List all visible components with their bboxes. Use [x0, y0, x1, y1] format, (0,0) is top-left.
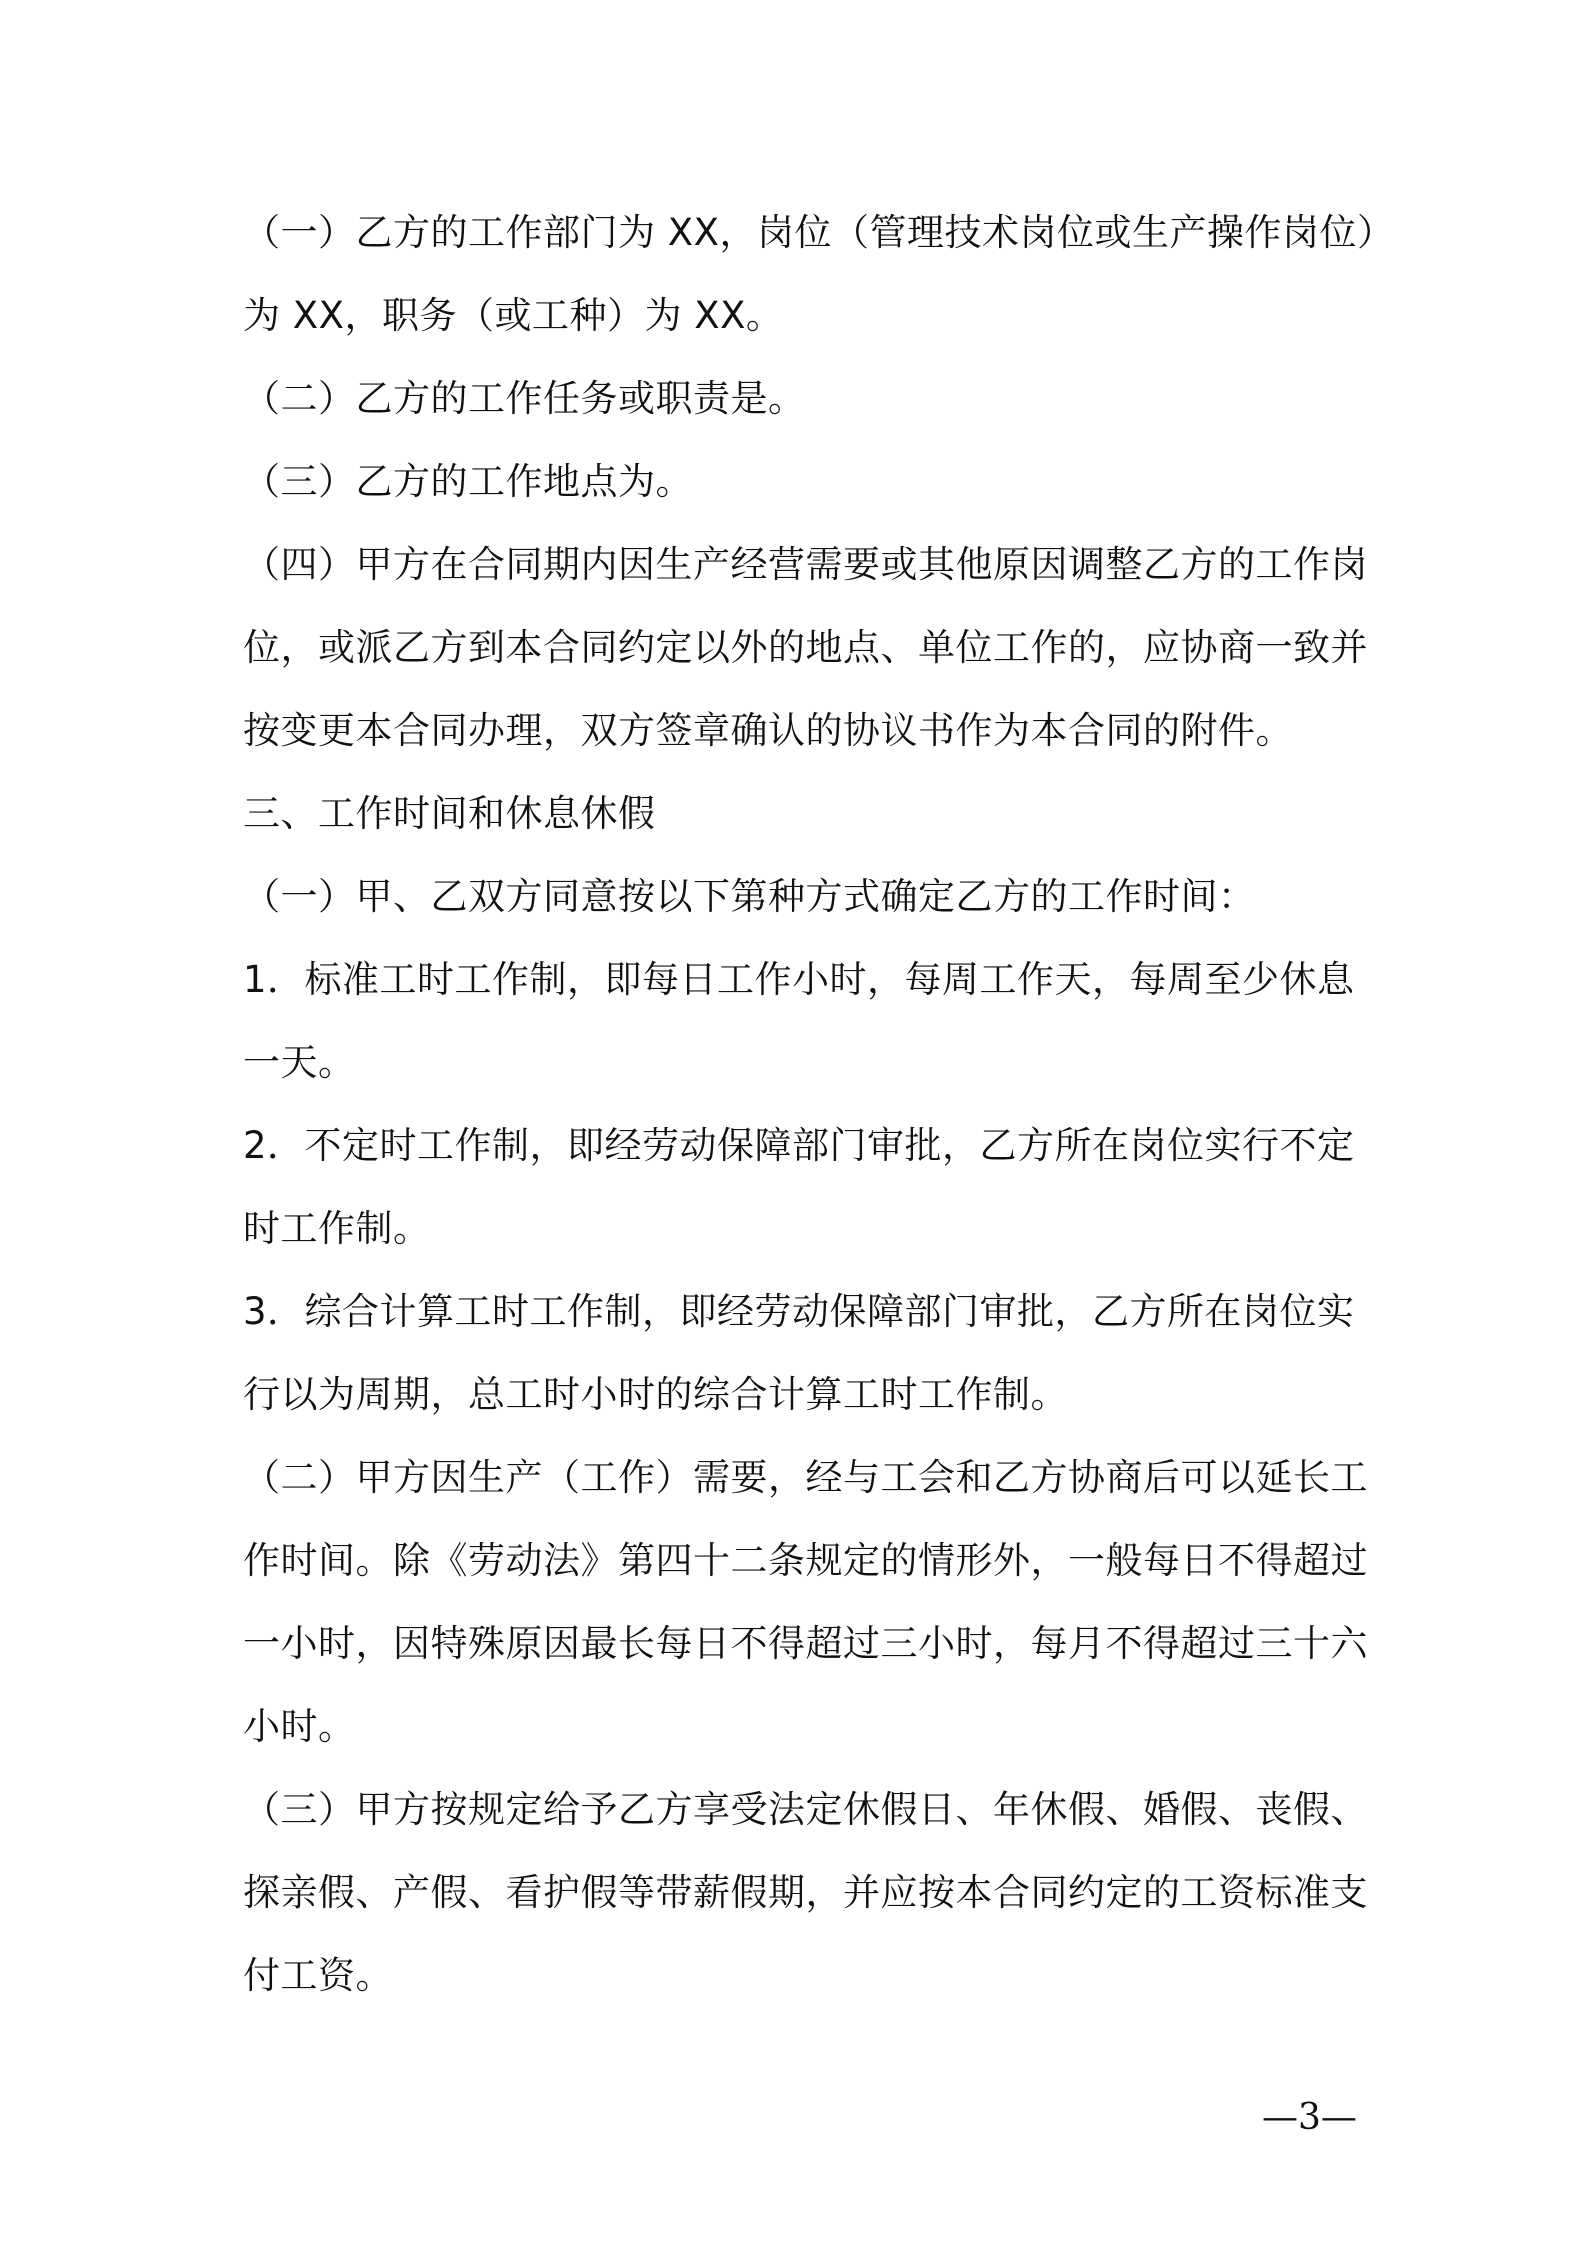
- text-line: （二）乙方的工作任务或职责是。: [243, 377, 806, 420]
- text-line: 为 XX，职务（或工种）为 XX。: [243, 294, 784, 337]
- text-line: （一）乙方的工作部门为 XX，岗位（管理技术岗位或生产操作岗位）: [243, 211, 1395, 254]
- text-line: 按变更本合同办理，双方签章确认的协议书作为本合同的附件。: [243, 709, 1293, 752]
- page-number: —3—: [1262, 2097, 1357, 2138]
- text-line: 一天。: [243, 1041, 356, 1084]
- text-line: 时工作制。: [243, 1207, 431, 1250]
- text-line: （二）甲方因生产（工作）需要，经与工会和乙方协商后可以延长工: [243, 1456, 1368, 1499]
- text-line: （四）甲方在合同期内因生产经营需要或其他原因调整乙方的工作岗: [243, 543, 1368, 586]
- text-line: （三）甲方按规定给予乙方享受法定休假日、年休假、婚假、丧假、: [243, 1788, 1368, 1831]
- text-line: 3．综合计算工时工作制，即经劳动保障部门审批，乙方所在岗位实: [243, 1290, 1355, 1333]
- text-line: （三）乙方的工作地点为。: [243, 460, 693, 503]
- text-line: 探亲假、产假、看护假等带薪假期，并应按本合同约定的工资标准支: [243, 1871, 1368, 1914]
- text-line: 行以为周期，总工时小时的综合计算工时工作制。: [243, 1373, 1068, 1416]
- text-line: 2．不定时工作制，即经劳动保障部门审批，乙方所在岗位实行不定: [243, 1124, 1355, 1167]
- section-heading: 三、工作时间和休息休假: [243, 792, 656, 835]
- text-line: 1．标准工时工作制，即每日工作小时，每周工作天，每周至少休息: [243, 958, 1355, 1001]
- text-line: 小时。: [243, 1705, 356, 1748]
- text-line: 位，或派乙方到本合同约定以外的地点、单位工作的，应协商一致并: [243, 626, 1368, 669]
- text-line: 一小时，因特殊原因最长每日不得超过三小时，每月不得超过三十六: [243, 1622, 1368, 1665]
- text-line: 作时间。除《劳动法》第四十二条规定的情形外，一般每日不得超过: [243, 1539, 1368, 1582]
- text-line: 付工资。: [243, 1954, 393, 1997]
- document-body: [243, 205, 1395, 2031]
- text-line: （一）甲、乙双方同意按以下第种方式确定乙方的工作时间：: [243, 875, 1256, 918]
